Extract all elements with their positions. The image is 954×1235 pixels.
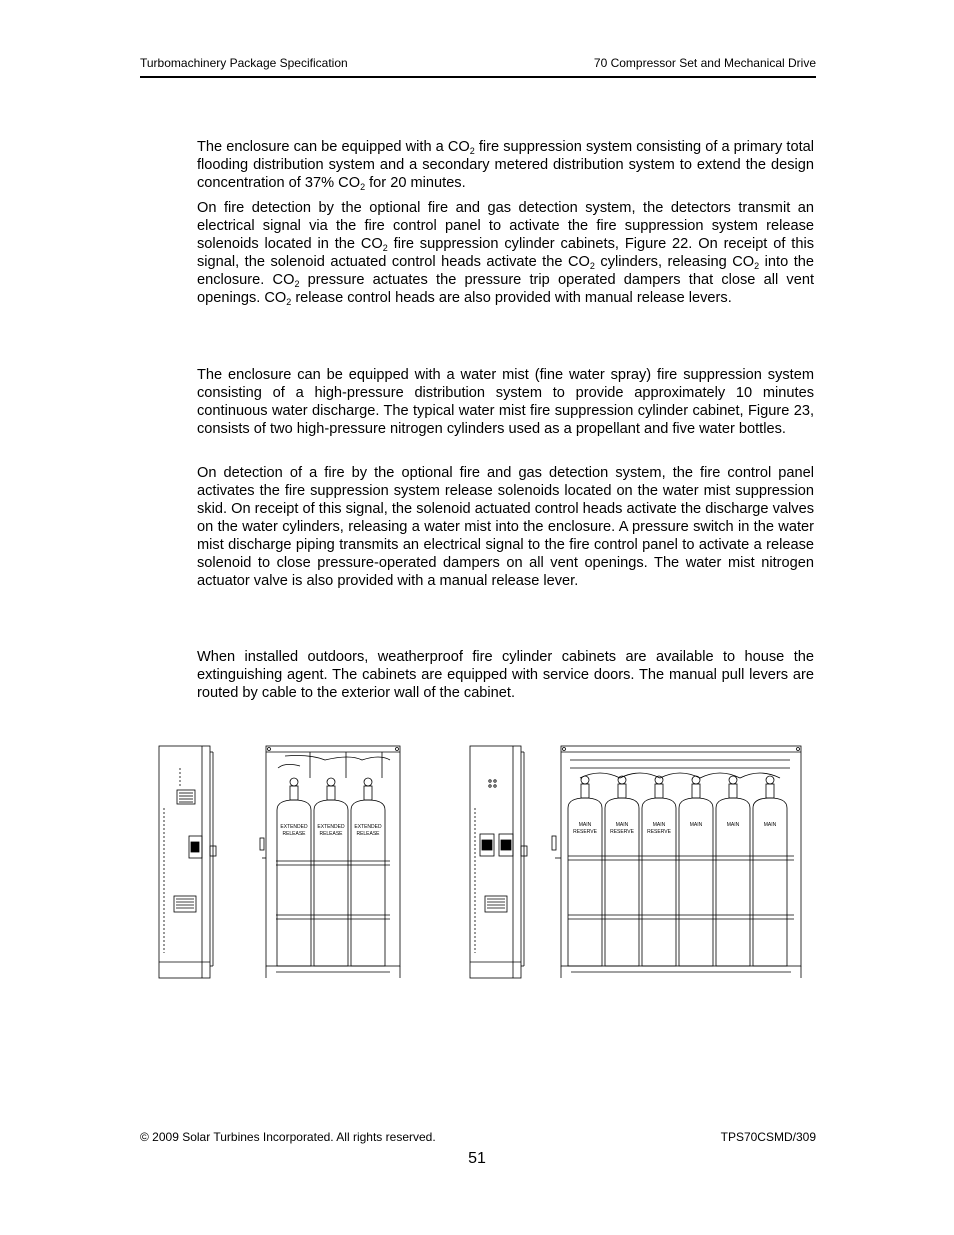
cylinder-cabinets-drawing xyxy=(150,738,810,984)
cylinder-a1 xyxy=(314,778,348,966)
cylinder-b4 xyxy=(716,776,750,966)
cylinder-b3 xyxy=(679,776,713,966)
cylinder-label: MAIN xyxy=(763,822,777,828)
cylinder-label: MAIN xyxy=(615,822,629,828)
cylinder-label: MAIN xyxy=(689,822,703,828)
cylinder-label: MAIN xyxy=(652,822,666,828)
paragraph-co2-detection: On fire detection by the optional fire and gas detection system, the detectors transmit an electrical signal via the fire control panel to activate the fire suppression system release solenoids located in the $CO_2$ fire suppression cylinder cabinets, Figure 22. On receipt of this signal, the solenoid actuated control heads activate the $CO_2$ cylinders, releasing $CO_2$ into the enclosure. $CO_2$ pressure actuates the pressure trip operated dampers that close all vent openings. $CO_2$ release control heads are also provided with manual release levers. xyxy=(197,200,815,307)
cylinder-a0 xyxy=(277,778,311,966)
header-section: 70 Compressor Set and Mechanical Drive xyxy=(593,56,816,70)
cabinet1-side-view xyxy=(159,746,216,978)
cylinder-label: EXTENDED xyxy=(317,824,345,830)
cylinder-label: EXTENDED xyxy=(354,824,382,830)
footer-doc-number: TPS70CSMD/309 xyxy=(720,1130,816,1144)
cylinder-b2 xyxy=(642,776,676,966)
cylinder-b0 xyxy=(568,776,602,966)
paragraph-co2-intro: The enclosure can be equipped with a $CO_2$ fire suppression system consisting of a primary total flooding distribution system and a secondary metered distribution system to extend the design concentration of 37% $CO_2$ for 20 minutes. xyxy=(197,139,814,192)
cylinder-label: RESERVE xyxy=(573,829,597,835)
cabinet2-cylinders xyxy=(568,776,787,966)
cylinder-b1 xyxy=(605,776,639,966)
cabinet2-side-view xyxy=(470,746,527,978)
paragraph-water-mist-intro: The enclosure can be equipped with a water mist (fine water spray) fire suppression system consisting of a high-pressure distribution system to provide approximately 10 minutes continuous water discharge. The typical water mist fire suppression cylinder cabinet, Figure 23, consists of two high-pressure nitrogen cylinders used as a propellant and five water bottles. xyxy=(197,367,814,437)
cylinder-label: MAIN xyxy=(578,822,592,828)
cylinder-label: EXTENDED xyxy=(280,824,308,830)
cabinet2-front-view xyxy=(552,746,801,978)
cylinder-label: RELEASE xyxy=(356,831,380,837)
cylinder-b5 xyxy=(753,776,787,966)
cylinder-label: RESERVE xyxy=(610,829,634,835)
cabinet1-front-view xyxy=(260,746,400,978)
cabinet1-cylinders xyxy=(277,778,385,966)
paragraph-outdoor-cabinets: When installed outdoors, weatherproof fire cylinder cabinets are available to house the extinguishing agent. The cabinets are equipped with service doors. The manual pull levers are routed by cable to the exterior wall of the cabinet. xyxy=(197,649,814,701)
header-title: Turbomachinery Package Specification xyxy=(140,56,348,70)
cylinder-cabinets-figure xyxy=(150,738,810,984)
page-number: 51 xyxy=(468,1150,486,1167)
cylinder-label: MAIN xyxy=(726,822,740,828)
paragraph-water-mist-detection: On detection of a fire by the optional fire and gas detection system, the fire control panel activates the fire suppression system release solenoids located on the water mist suppression skid. On receipt of this signal, the solenoid actuated control heads activate the discharge valves on the water cylinders, releasing a water mist into the enclosure. A pressure switch in the water mist discharge piping transmits an electrical signal to the fire control panel to activate a release solenoid to close pressure-operated dampers on all vent openings. The water mist nitrogen actuator valve is also provided with a manual release lever. xyxy=(197,465,814,589)
cylinder-label: RELEASE xyxy=(282,831,306,837)
cylinder-a2 xyxy=(351,778,385,966)
cylinder-label: RESERVE xyxy=(647,829,671,835)
footer-copyright: © 2009 Solar Turbines Incorporated. All rights reserved. xyxy=(140,1130,436,1144)
page-header xyxy=(140,56,816,78)
cylinder-label: RELEASE xyxy=(319,831,343,837)
